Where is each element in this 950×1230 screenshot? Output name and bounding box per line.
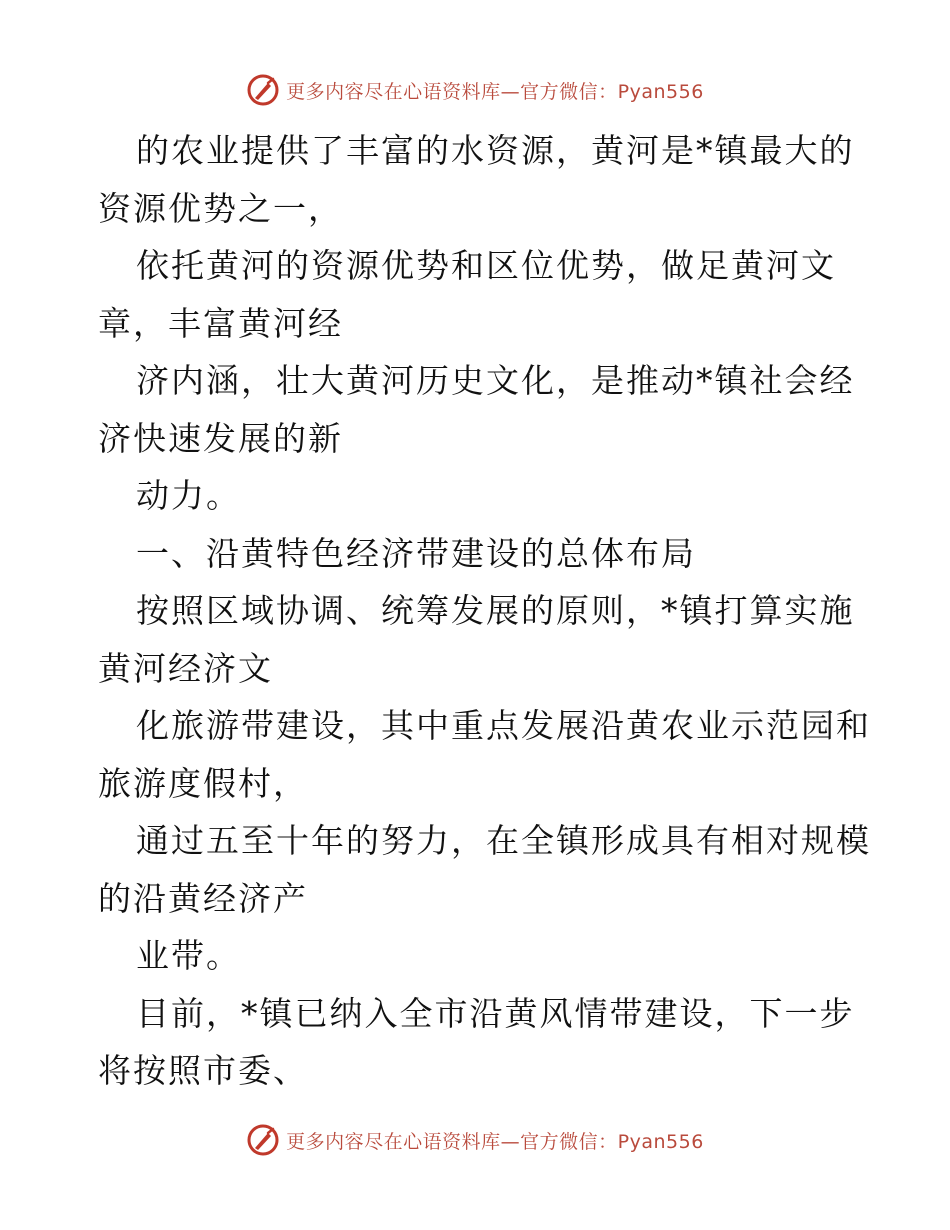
text-line: 的沿黄经济产 <box>98 878 308 918</box>
text-line: 按照区域协调、统筹发展的原则，*镇打算实施 <box>136 591 855 630</box>
watermark-banner-bottom <box>0 1120 950 1160</box>
watermark-banner-top <box>0 70 950 110</box>
document-body <box>98 122 888 1100</box>
text-line: 化旅游带建设，其中重点发展沿黄农业示范园和 <box>136 706 871 745</box>
text-line: 通过五至十年的努力，在全镇形成具有相对规模 <box>136 821 871 860</box>
text-line: 依托黄河的资源优势和区位优势，做足黄河文 <box>136 246 836 285</box>
text-line: 黄河经济文 <box>98 648 273 688</box>
text-line: 业带。 <box>136 936 241 975</box>
section-heading: 一、沿黄特色经济带建设的总体布局 <box>136 533 696 573</box>
text-line: 济内涵，壮大黄河历史文化，是推动*镇社会经 <box>136 361 855 400</box>
text-line: 动力。 <box>136 476 241 515</box>
watermark-text: 更多内容尽在心语资料库—官方微信：Pyan556 <box>286 80 704 103</box>
watermark-text: 更多内容尽在心语资料库—官方微信：Pyan556 <box>286 1130 704 1153</box>
text-line: 目前，*镇已纳入全市沿黄风情带建设，下一步 <box>136 993 855 1033</box>
text-line: 将按照市委、 <box>98 1051 308 1090</box>
text-line: 旅游度假村， <box>98 763 308 803</box>
quill-logo-icon <box>246 73 280 107</box>
text-line: 章，丰富黄河经 <box>98 303 343 343</box>
text-line: 资源优势之一， <box>98 188 343 228</box>
quill-logo-icon <box>246 1123 280 1157</box>
text-line: 的农业提供了丰富的水资源，黄河是*镇最大的 <box>136 131 855 170</box>
text-line: 济快速发展的新 <box>98 418 343 458</box>
